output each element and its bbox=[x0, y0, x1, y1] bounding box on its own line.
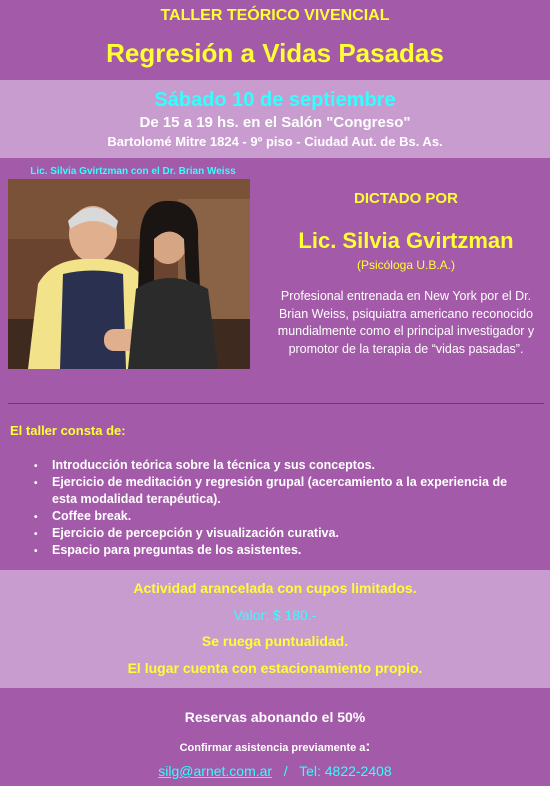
punctuality-notice: Se ruega puntualidad. bbox=[201, 633, 349, 649]
list-item bbox=[34, 508, 534, 525]
event-date: Sábado 10 de septiembre bbox=[154, 89, 396, 111]
separator: / bbox=[283, 763, 288, 779]
list-item-text: Espacio para preguntas de los asistentes. bbox=[52, 543, 302, 557]
list-item bbox=[34, 474, 534, 508]
list-item bbox=[34, 542, 534, 559]
photo-caption: Lic. Silvia Gvirtzman con el Dr. Brian Weiss bbox=[30, 166, 236, 177]
email-link[interactable]: silg@arnet.com.ar bbox=[158, 763, 273, 779]
parking-notice: El lugar cuenta con estacionamiento propio. bbox=[127, 660, 423, 676]
confirm-text bbox=[0, 738, 550, 755]
list-item-text: Ejercicio de percepción y visualización curativa. bbox=[52, 526, 339, 540]
workshop-type: TALLER TEÓRICO VIVENCIAL bbox=[160, 7, 390, 24]
fee-notice: Actividad arancelada con cupos limitados. bbox=[133, 580, 417, 596]
bullet-icon: • bbox=[34, 546, 38, 557]
speaker-name: Lic. Silvia Gvirtzman bbox=[298, 228, 514, 253]
divider bbox=[8, 403, 544, 404]
phone: Tel: 4822-2408 bbox=[299, 763, 392, 779]
speaker-photo bbox=[8, 179, 250, 369]
confirm-colon: : bbox=[365, 738, 371, 755]
bullet-icon: • bbox=[34, 529, 38, 540]
bullet-icon: • bbox=[34, 512, 38, 523]
bullet-icon: • bbox=[34, 478, 38, 489]
price: Valor: $ 180.- bbox=[233, 607, 317, 623]
bullet-icon: • bbox=[34, 461, 38, 472]
event-time-place: De 15 a 19 hs. en el Salón "Congreso" bbox=[139, 114, 411, 131]
speaker-credential: (Psicóloga U.B.A.) bbox=[356, 258, 456, 272]
reservation-text: Reservas abonando el 50% bbox=[184, 709, 366, 725]
program-list bbox=[34, 457, 534, 559]
list-item-text: Coffee break. bbox=[52, 509, 132, 523]
event-address: Bartolomé Mitre 1824 - 9º piso - Ciudad Aut. de Bs. As. bbox=[107, 134, 443, 149]
confirm-label: Confirmar asistencia previamente a bbox=[179, 742, 366, 754]
list-item bbox=[34, 525, 534, 542]
dictado-label: DICTADO POR bbox=[354, 190, 458, 207]
list-item-text: Introducción teórica sobre la técnica y sus conceptos. bbox=[52, 458, 376, 472]
speaker-bio: Profesional entrenada en New York por el Dr. Brian Weiss, psiquiatra americano reconocido mundialmente como el principal investigador y promotor de la terapia de “vidas pasadas”. bbox=[277, 289, 535, 356]
list-item-text: Ejercicio de meditación y regresión grupal (acercamiento a la experiencia de esta modalidad terapéutica). bbox=[52, 475, 508, 506]
photo-illustration bbox=[8, 179, 250, 369]
list-item bbox=[34, 457, 534, 474]
contact-line bbox=[0, 763, 550, 779]
workshop-title: Regresión a Vidas Pasadas bbox=[106, 38, 444, 68]
program-title: El taller consta de: bbox=[10, 423, 126, 438]
